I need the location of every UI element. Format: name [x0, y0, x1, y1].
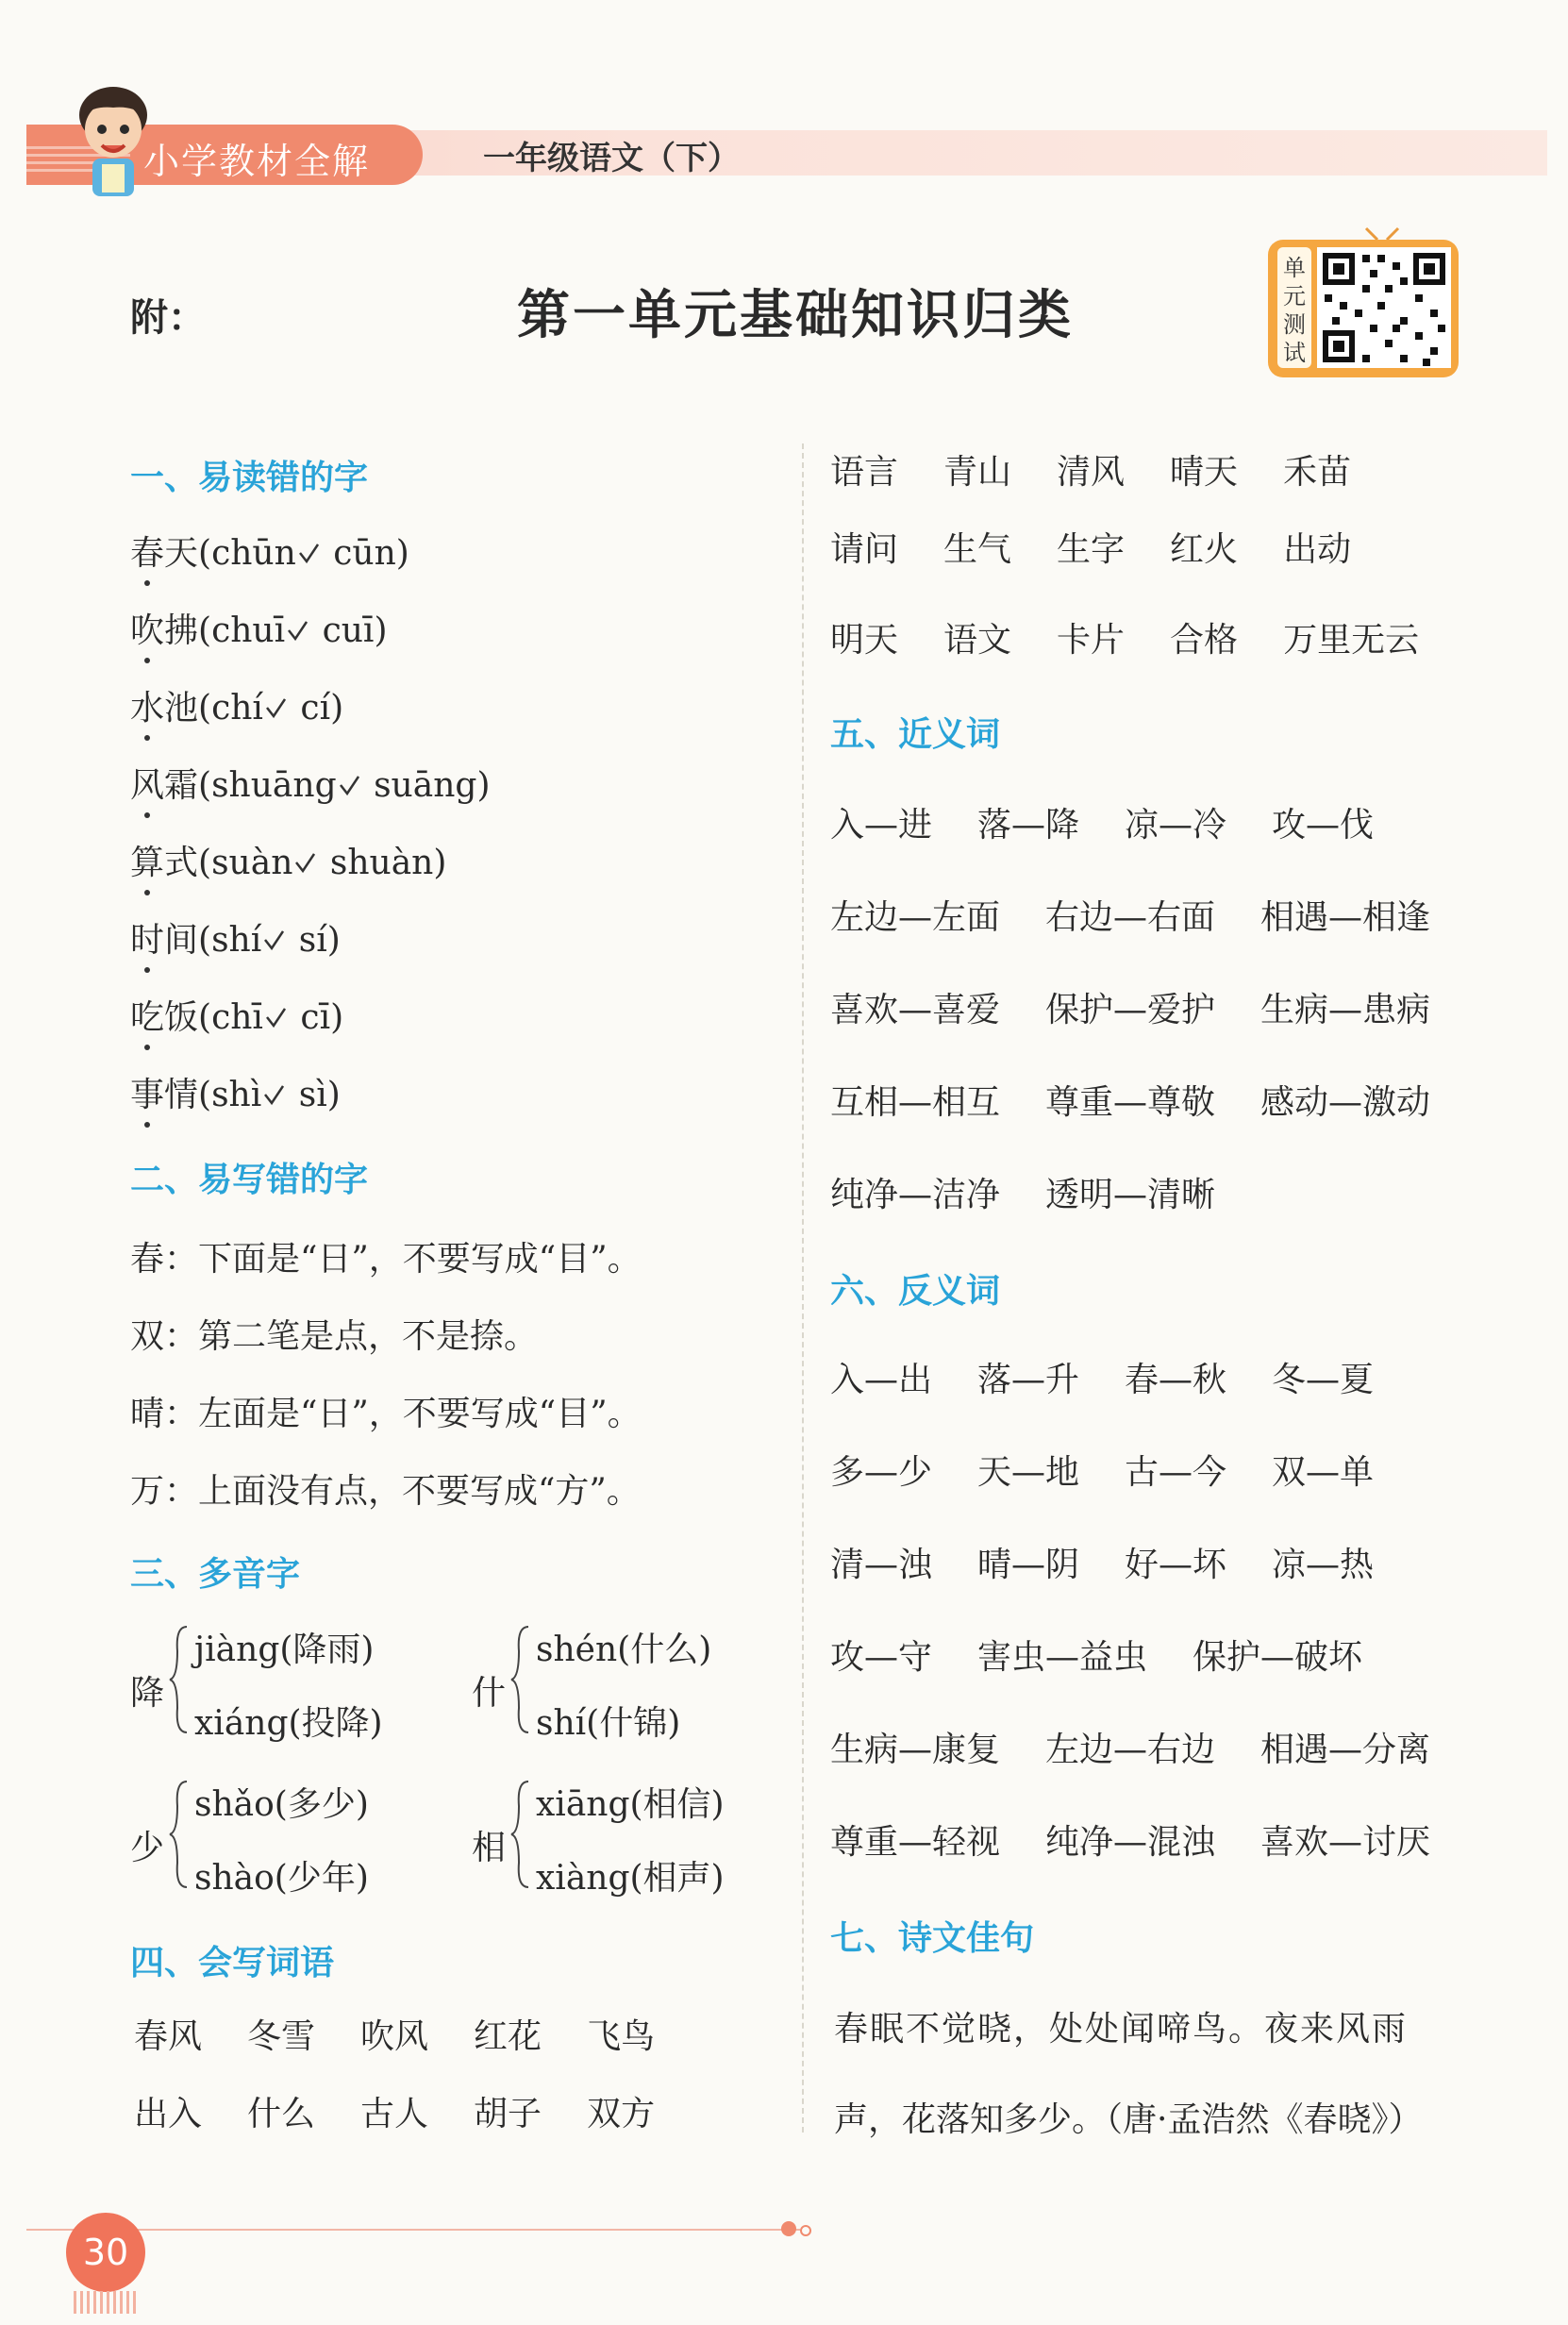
word-pair: 生病—康复 — [830, 1731, 1001, 1769]
antonym-row — [830, 1446, 1419, 1494]
word-row — [134, 2010, 700, 2058]
poem-line: 春眠不觉晓，处处闻啼鸟。夜来风雨 — [834, 2010, 1409, 2049]
antonym-row — [830, 1815, 1476, 1864]
checkmark-icon — [265, 696, 286, 719]
word: 明天 — [830, 621, 899, 660]
polyphone-reading: shào(少年) — [194, 1859, 369, 1898]
misread-item: 风霜(shuāng suāng) — [130, 759, 490, 807]
misread-item: 水池(chí cí) — [130, 681, 343, 729]
word: 合格 — [1170, 621, 1239, 660]
word-pair: 凉—冷 — [1125, 806, 1227, 845]
checkmark-icon — [263, 1083, 284, 1106]
word-pair: 右边—右面 — [1045, 898, 1216, 937]
word: 晴天 — [1170, 453, 1239, 492]
word-pair: 感动—激动 — [1260, 1083, 1431, 1122]
brace-icon — [509, 1623, 530, 1736]
word-pair: 冬—夏 — [1272, 1361, 1375, 1399]
antonym-row — [830, 1631, 1408, 1679]
polyphone-reading: xiāng(相信) — [536, 1785, 725, 1824]
word-pair: 保护—破坏 — [1193, 1638, 1363, 1677]
word: 冬雪 — [247, 2017, 316, 2056]
polyphone-reading: shén(什么) — [536, 1631, 712, 1669]
word-pair: 喜欢—讨厌 — [1260, 1823, 1431, 1862]
misread-item: 时间(shí sí) — [130, 913, 341, 962]
word-pair: 落—升 — [977, 1361, 1080, 1399]
checkmark-icon — [263, 928, 284, 951]
footer-dot — [781, 2221, 796, 2236]
word: 红花 — [474, 2017, 542, 2056]
header-grade: 一年级语文（下） — [483, 140, 740, 177]
polyphone-reading: shǎo(多少) — [194, 1785, 369, 1824]
checkmark-icon — [265, 1006, 286, 1029]
section-heading-misread: 一、易读错的字 — [130, 459, 369, 497]
word: 清风 — [1057, 453, 1126, 492]
word-row — [830, 523, 1396, 571]
word-pair: 落—降 — [977, 806, 1080, 845]
word-pair: 凉—热 — [1272, 1546, 1375, 1584]
synonym-row — [830, 891, 1476, 939]
word: 什么 — [247, 2095, 316, 2133]
page-number-stripes — [74, 2291, 140, 2314]
misread-item: 春天(chūn cūn) — [130, 527, 409, 575]
word: 请问 — [830, 530, 899, 569]
polyphone-reading: xiàng(相声) — [536, 1859, 725, 1898]
word: 禾苗 — [1283, 453, 1352, 492]
antonym-row — [830, 1723, 1476, 1771]
polyphone-char: 少 — [130, 1829, 165, 1867]
section-heading-synonyms: 五、近义词 — [830, 715, 1001, 754]
word-pair: 害虫—益虫 — [977, 1638, 1148, 1677]
word: 生字 — [1057, 530, 1126, 569]
svg-text:试: 试 — [1283, 340, 1306, 366]
appendix-label: 附： — [130, 296, 206, 340]
misread-item: 吹拂(chuī cuī) — [130, 604, 388, 652]
word-pair: 喜欢—喜爱 — [830, 991, 1001, 1029]
misread-item: 算式(suàn shuàn) — [130, 836, 446, 884]
word-pair: 相遇—相逢 — [1260, 898, 1431, 937]
miswrite-line: 万：上面没有点，不要写成“方”。 — [130, 1472, 641, 1511]
word-pair: 透明—清晰 — [1045, 1176, 1216, 1214]
word-row — [830, 613, 1464, 661]
word-pair: 相遇—分离 — [1260, 1731, 1431, 1769]
word-pair: 天—地 — [977, 1453, 1080, 1492]
word-pair: 尊重—轻视 — [830, 1823, 1001, 1862]
poem-line: 声，花落知多少。（唐·孟浩然《春晓》） — [834, 2100, 1423, 2139]
word: 吹风 — [360, 2017, 429, 2056]
miswrite-line: 晴：左面是“日”，不要写成“目”。 — [130, 1395, 642, 1433]
misread-item: 事情(shì sì) — [130, 1068, 341, 1116]
section-heading-miswrite: 二、易写错的字 — [130, 1161, 369, 1199]
antonym-row — [830, 1353, 1419, 1401]
word-pair: 左边—左面 — [830, 898, 1001, 937]
word: 语言 — [830, 453, 899, 492]
section-heading-poetry: 七、诗文佳句 — [830, 1919, 1035, 1958]
checkmark-icon — [298, 542, 319, 564]
brace-icon — [509, 1778, 530, 1891]
word-pair: 春—秋 — [1125, 1361, 1227, 1399]
word: 双方 — [587, 2095, 656, 2133]
word-pair: 入—进 — [830, 806, 933, 845]
word-pair: 古—今 — [1125, 1453, 1227, 1492]
section-heading-polyphones: 三、多音字 — [130, 1555, 301, 1594]
word-row — [134, 2087, 700, 2135]
word: 古人 — [360, 2095, 429, 2133]
brace-icon — [168, 1778, 189, 1891]
synonym-row — [830, 983, 1476, 1031]
word: 卡片 — [1057, 621, 1126, 660]
miswrite-line: 春：下面是“日”，不要写成“目”。 — [130, 1240, 642, 1279]
footer-ring — [800, 2225, 811, 2236]
word: 红火 — [1170, 530, 1239, 569]
brace-icon — [168, 1623, 189, 1736]
word-pair: 左边—右边 — [1045, 1731, 1216, 1769]
column-divider — [802, 443, 804, 2133]
polyphone-char: 什 — [472, 1674, 507, 1713]
svg-text:元: 元 — [1283, 283, 1306, 309]
word-pair: 纯净—混浊 — [1045, 1823, 1216, 1862]
word-pair: 双—单 — [1272, 1453, 1375, 1492]
svg-text:单: 单 — [1283, 255, 1306, 281]
word: 胡子 — [474, 2095, 542, 2133]
svg-text:测: 测 — [1283, 311, 1306, 338]
word-pair: 互相—相互 — [830, 1083, 1001, 1122]
header-series-title: 小学教材全解 — [143, 141, 371, 182]
page-number: 30 — [66, 2213, 145, 2292]
word-pair: 尊重—尊敬 — [1045, 1083, 1216, 1122]
word: 万里无云 — [1283, 621, 1420, 660]
polyphone-char: 降 — [130, 1674, 165, 1713]
word: 出入 — [134, 2095, 203, 2133]
word: 春风 — [134, 2017, 203, 2056]
footer-rule — [26, 2229, 800, 2231]
word: 语文 — [943, 621, 1012, 660]
miswrite-line: 双：第二笔是点，不是捺。 — [130, 1317, 539, 1356]
word-pair: 清—浊 — [830, 1546, 933, 1584]
checkmark-icon — [287, 619, 308, 642]
misread-item: 吃饭(chī cī) — [130, 991, 343, 1039]
word: 出动 — [1283, 530, 1352, 569]
polyphone-char: 相 — [472, 1829, 507, 1867]
synonym-row — [830, 1168, 1260, 1216]
word-pair: 晴—阴 — [977, 1546, 1080, 1584]
word-pair: 保护—爱护 — [1045, 991, 1216, 1029]
page-title: 第一单元基础知识归类 — [517, 285, 1074, 346]
word-pair: 好—坏 — [1125, 1546, 1227, 1584]
word: 飞鸟 — [587, 2017, 656, 2056]
word-pair: 攻—伐 — [1272, 806, 1375, 845]
polyphone-reading: jiàng(降雨) — [194, 1631, 375, 1669]
word-pair: 生病—患病 — [1260, 991, 1431, 1029]
word-pair: 多—少 — [830, 1453, 933, 1492]
checkmark-icon — [294, 851, 315, 874]
word-pair: 攻—守 — [830, 1638, 933, 1677]
qr-code-icon[interactable] — [1264, 226, 1462, 387]
synonym-row — [830, 1076, 1476, 1124]
polyphone-reading: xiáng(投降) — [194, 1704, 383, 1743]
word: 青山 — [943, 453, 1012, 492]
synonym-row — [830, 798, 1419, 846]
word-pair: 纯净—洁净 — [830, 1176, 1001, 1214]
section-heading-antonyms: 六、反义词 — [830, 1272, 1001, 1311]
word: 生气 — [943, 530, 1012, 569]
antonym-row — [830, 1538, 1419, 1586]
word-pair: 入—出 — [830, 1361, 933, 1399]
section-heading-writing-words: 四、会写词语 — [130, 1944, 335, 1982]
polyphone-reading: shí(什锦) — [536, 1704, 681, 1743]
checkmark-icon — [339, 774, 359, 796]
word-row — [830, 445, 1396, 493]
